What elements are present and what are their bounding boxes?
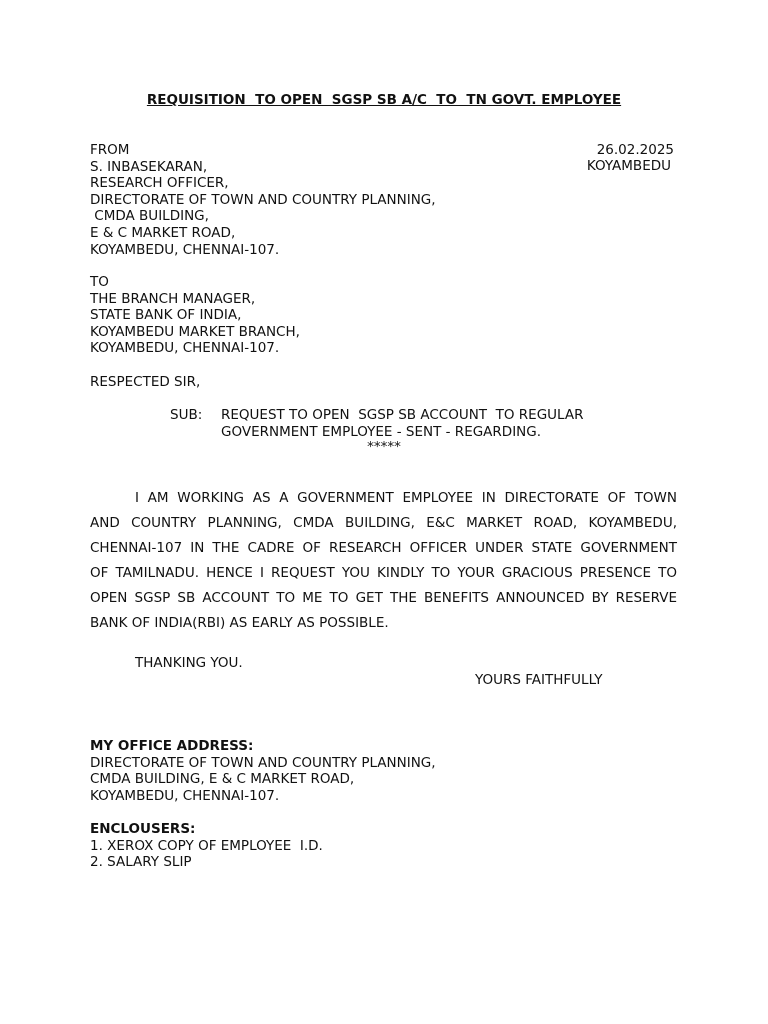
recipient-line: THE BRANCH MANAGER,	[90, 290, 256, 307]
sender-office-line: KOYAMBEDU, CHENNAI-107.	[90, 241, 280, 258]
sender-designation: RESEARCH OFFICER,	[90, 175, 229, 192]
body-line: AND COUNTRY PLANNING, CMDA BUILDING, E&C MARKET ROAD, KOYAMBEDU,	[90, 515, 677, 531]
body-line: OF TAMILNADU. HENCE I REQUEST YOU KINDLY TO YOUR GRACIOUS PRESENCE TO	[90, 565, 677, 581]
closing-text: YOURS FAITHFULLY	[475, 672, 603, 688]
sender-office-line: CMDA BUILDING,	[90, 208, 209, 225]
office-address-line: DIRECTORATE OF TOWN AND COUNTRY PLANNING,	[90, 754, 436, 771]
subject-label: SUB:	[170, 407, 203, 423]
to-address-block	[90, 274, 300, 357]
enclosures-block	[90, 821, 323, 871]
letter-date: 26.02.2025	[596, 142, 674, 158]
sender-office-line: E & C MARKET ROAD,	[90, 224, 236, 241]
recipient-line: KOYAMBEDU MARKET BRANCH,	[90, 323, 300, 340]
from-address-block	[90, 142, 436, 258]
recipient-line: KOYAMBEDU, CHENNAI-107.	[90, 340, 280, 357]
subject-line: REQUEST TO OPEN SGSP SB ACCOUNT TO REGULAR	[221, 407, 584, 423]
from-label: FROM	[90, 142, 130, 158]
office-address-block	[90, 738, 436, 804]
salutation: RESPECTED SIR,	[90, 374, 201, 390]
subject-text	[221, 407, 584, 440]
body-line: I AM WORKING AS A GOVERNMENT EMPLOYEE IN DIRECTORATE OF TOWN	[135, 490, 677, 506]
thanking-text: THANKING YOU.	[135, 655, 243, 671]
subject-separator: *****	[367, 439, 401, 455]
recipient-line: STATE BANK OF INDIA,	[90, 307, 242, 324]
sender-name: S. INBASEKARAN,	[90, 158, 208, 175]
enclosure-item: 1. XEROX COPY OF EMPLOYEE I.D.	[90, 837, 323, 854]
enclosure-item: 2. SALARY SLIP	[90, 854, 192, 871]
office-address-heading: MY OFFICE ADDRESS:	[90, 738, 254, 754]
subject-line: GOVERNMENT EMPLOYEE - SENT - REGARDING.	[221, 423, 542, 440]
enclosures-heading: ENCLOUSERS:	[90, 821, 196, 837]
document-title: REQUISITION TO OPEN SGSP SB A/C TO TN GOVT. EMPLOYEE	[146, 92, 622, 108]
body-line: BANK OF INDIA(RBI) AS EARLY AS POSSIBLE.	[90, 615, 389, 631]
body-line: OPEN SGSP SB ACCOUNT TO ME TO GET THE BENEFITS ANNOUNCED BY RESERVE	[90, 590, 677, 606]
office-address-line: CMDA BUILDING, E & C MARKET ROAD,	[90, 771, 355, 788]
to-label: TO	[90, 274, 109, 290]
body-line: CHENNAI-107 IN THE CADRE OF RESEARCH OFFICER UNDER STATE GOVERNMENT	[90, 540, 677, 556]
letter-place: KOYAMBEDU	[586, 158, 671, 174]
body-paragraph	[90, 487, 677, 637]
sender-office-line: DIRECTORATE OF TOWN AND COUNTRY PLANNING,	[90, 191, 436, 208]
office-address-line: KOYAMBEDU, CHENNAI-107.	[90, 787, 280, 804]
